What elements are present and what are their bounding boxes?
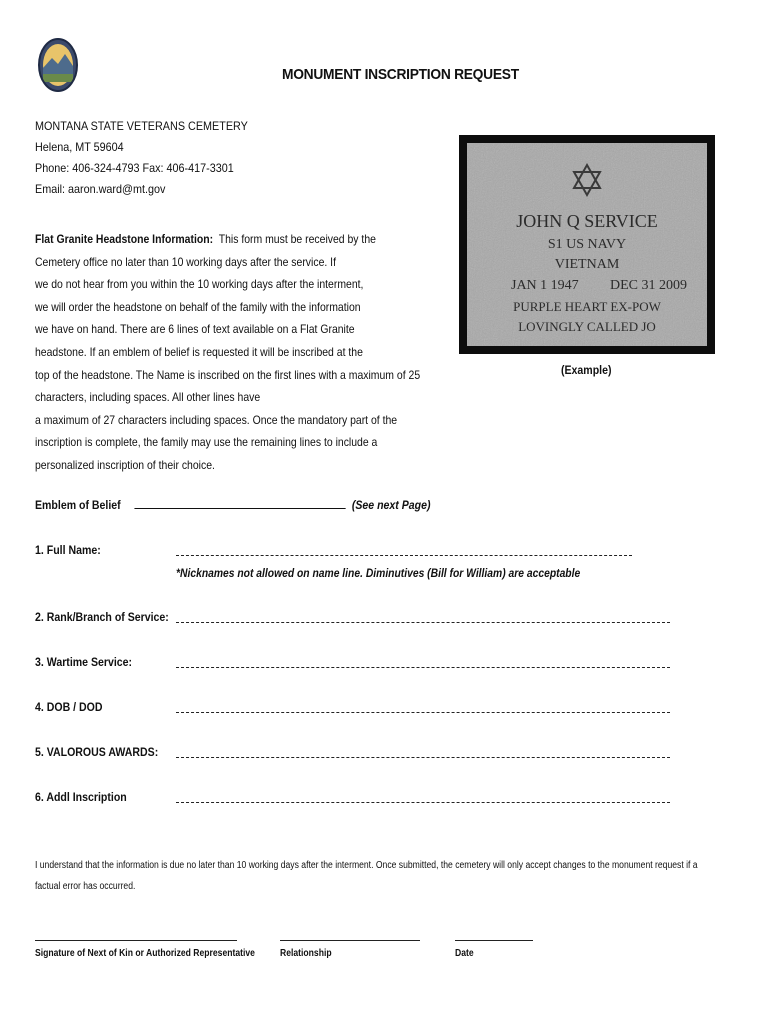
emblem-of-belief-row: [35, 498, 430, 512]
relationship-field[interactable]: [280, 940, 420, 941]
state-seal-icon: [38, 38, 78, 96]
example-headstone-image: [459, 135, 715, 354]
city-line: Helena, MT 59604: [35, 140, 124, 154]
rank-branch-field[interactable]: [176, 622, 670, 623]
rank-branch-label: 2. Rank/Branch of Service:: [35, 610, 169, 624]
info-line: headstone. If an emblem of belief is requested it will be inscribed at the: [35, 344, 363, 359]
headstone-line: LOVINGLY CALLED JO: [518, 319, 656, 334]
valorous-awards-field[interactable]: [176, 757, 670, 758]
headstone-line: JAN 1 1947: [511, 278, 579, 293]
dob-dod-label: 4. DOB / DOD: [35, 700, 103, 714]
wartime-service-field[interactable]: [176, 667, 670, 668]
headstone-line: PURPLE HEART EX-POW: [513, 299, 661, 314]
headstone-line: DEC 31 2009: [610, 278, 687, 293]
info-line: we do not hear from you within the 10 working days after the interment,: [35, 277, 364, 292]
info-line: inscription is complete, the family may use the remaining lines to include a: [35, 435, 378, 450]
example-caption: (Example): [561, 363, 612, 377]
signature-field[interactable]: [35, 940, 237, 941]
wartime-service-label: 3. Wartime Service:: [35, 655, 133, 669]
info-line-0: Flat Granite Headstone Information: This form must be received by the: [35, 232, 376, 246]
valorous-awards-label: 5. VALOROUS AWARDS:: [35, 745, 159, 759]
addl-inscription-label: 6. Addl Inscription: [35, 790, 127, 804]
full-name-field[interactable]: [176, 555, 632, 556]
nickname-note: *Nicknames not allowed on name line. Diminutives (Bill for William) are acceptable: [176, 566, 581, 580]
info-line: personalized inscription of their choice.: [35, 457, 215, 472]
email-line: Email: aaron.ward@mt.gov: [35, 182, 166, 196]
acknowledgement-text: I understand that the information is due no later than 10 working days after the interment. Once submitted, the cemetery will only accept changes to the monument request if a factual error has occurred.: [35, 860, 698, 892]
info-line: Cemetery office no later than 10 working days after the service. If: [35, 254, 336, 269]
signature-label: Signature of Next of Kin or Authorized Representative: [35, 948, 255, 959]
relationship-label: Relationship: [280, 948, 332, 959]
cemetery-address: [35, 116, 248, 200]
info-line: we have on hand. There are 6 lines of text available on a Flat Granite: [35, 322, 355, 337]
date-field[interactable]: [455, 940, 533, 941]
addl-inscription-field[interactable]: [176, 802, 670, 803]
headstone-line: JOHN Q SERVICE: [516, 211, 658, 231]
phone-fax-line: Phone: 406-324-4793 Fax: 406-417-3301: [35, 161, 234, 175]
see-next-page-note: (See next Page): [351, 498, 431, 512]
page-title: MONUMENT INSCRIPTION REQUEST: [282, 66, 519, 83]
headstone-line: S1 US NAVY: [547, 237, 627, 252]
headstone-line: VIETNAM: [554, 257, 620, 272]
date-label: Date: [455, 948, 474, 959]
info-line: top of the headstone. The Name is inscribed on the first lines with a maximum of 25: [35, 367, 421, 382]
emblem-label: Emblem of Belief: [35, 498, 121, 512]
emblem-field[interactable]: [134, 498, 345, 509]
org-name: MONTANA STATE VETERANS CEMETERY: [35, 119, 248, 133]
info-heading: Flat Granite Headstone Information:: [35, 232, 214, 246]
info-line: we will order the headstone on behalf of the family with the information: [35, 299, 361, 314]
dob-dod-field[interactable]: [176, 712, 670, 713]
headstone-info: [35, 228, 421, 477]
info-line: characters, including spaces. All other lines have: [35, 390, 261, 405]
info-line: a maximum of 27 characters including spaces. Once the mandatory part of the: [35, 412, 398, 427]
full-name-label: 1. Full Name:: [35, 543, 101, 557]
